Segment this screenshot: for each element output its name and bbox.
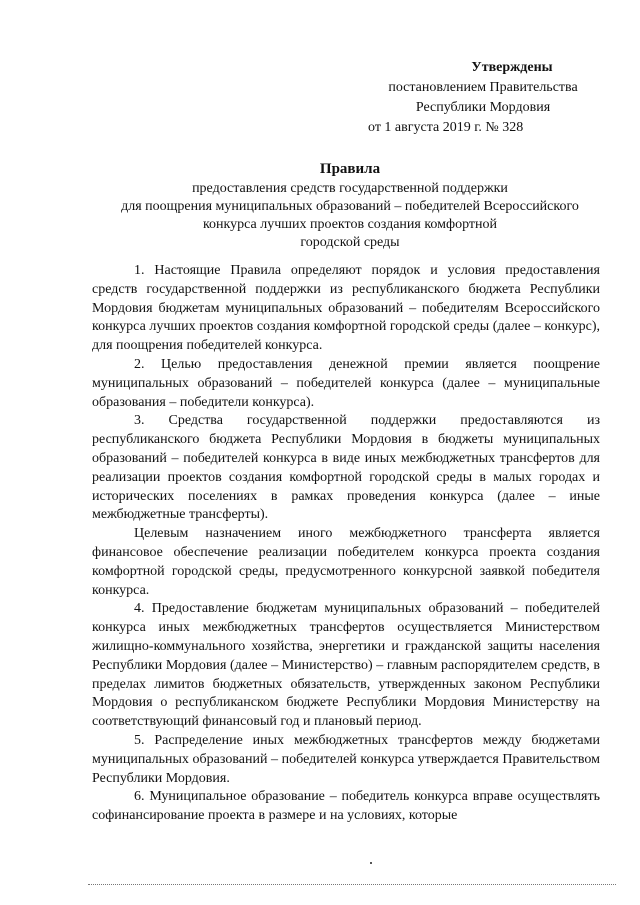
rules-subtitle-line-1: предоставления средств государственной поддержки bbox=[192, 181, 508, 196]
paragraph-3-purpose: Целевым назначением иного межбюджетного трансферта является финансовое обеспечение реализации победителем конкурса проекта создания комфортной городской среды, предусмотренного конкурсной заявкой победителя конкурса. bbox=[92, 526, 600, 598]
paragraph-1: 1. Настоящие Правила определяют порядок и условия предоставления средств государственной поддержки из республиканского бюджета Республики Мордовия бюджетам муниципальных образований – победителям Всероссийского конкурса лучших проектов создания комфортной городской среды (далее – конкурс), для поощрения победителей конкурса. bbox=[92, 263, 600, 354]
approval-line-resolution: постановлением Правительства bbox=[388, 80, 578, 95]
paragraph-2: 2. Целью предоставления денежной премии является поощрение муниципальных образований – победителей конкурса (далее – муниципальные образования – победители конкурса). bbox=[92, 356, 600, 410]
paragraph-3: 3. Средства государственной поддержки предоставляются из республиканского бюджета Республики Мордовия в бюджеты муниципальных образований – победителей конкурса в виде иных межбюджетных трансфертов для реализации проектов создания комфортной городской среды в малых городах и исторических поселениях в рамках проведения конкурса (далее – иные межбюджетные трансферты). bbox=[92, 413, 600, 523]
scan-speck bbox=[370, 862, 372, 864]
approval-heading: Утверждены bbox=[471, 60, 553, 75]
approval-line-republic: Республики Мордовия bbox=[415, 100, 551, 115]
rules-title-block bbox=[92, 160, 608, 252]
scan-bottom-edge bbox=[88, 884, 616, 885]
rules-subtitle-line-2: для поощрения муниципальных образований – победителей Всероссийского bbox=[121, 199, 579, 214]
paragraph-4: 4. Предоставление бюджетам муниципальных образований – победителей конкурса иных межбюджетных трансфертов осуществляется Министерством жилищно-коммунального хозяйства, энергетики и гражданской защиты населения Республики Мордовия (далее – Министерство) – главным распорядителем средств, в пределах лимитов бюджетных обязательств, утвержденных законом Республики Мордовия о республиканском бюджете Республики Мордовия Министерству на соответствующий финансовый год и плановый период. bbox=[92, 601, 600, 730]
rules-subtitle-line-4: городской среды bbox=[300, 235, 400, 250]
paragraph-5: 5. Распределение иных межбюджетных трансфертов между бюджетами муниципальных образований – победителей конкурса утверждается Правительством Республики Мордовия. bbox=[92, 732, 600, 786]
approval-stamp bbox=[358, 58, 608, 138]
paragraph-6: 6. Муниципальное образование – победитель конкурса вправе осуществлять софинансирование проекта в размере и на условиях, которые bbox=[92, 789, 600, 824]
rules-subtitle-line-3: конкурса лучших проектов создания комфортной bbox=[202, 217, 498, 232]
rules-title: Правила bbox=[319, 161, 381, 177]
rules-body bbox=[92, 262, 600, 826]
approval-line-date-number: от 1 августа 2019 г. № 328 bbox=[368, 120, 524, 135]
